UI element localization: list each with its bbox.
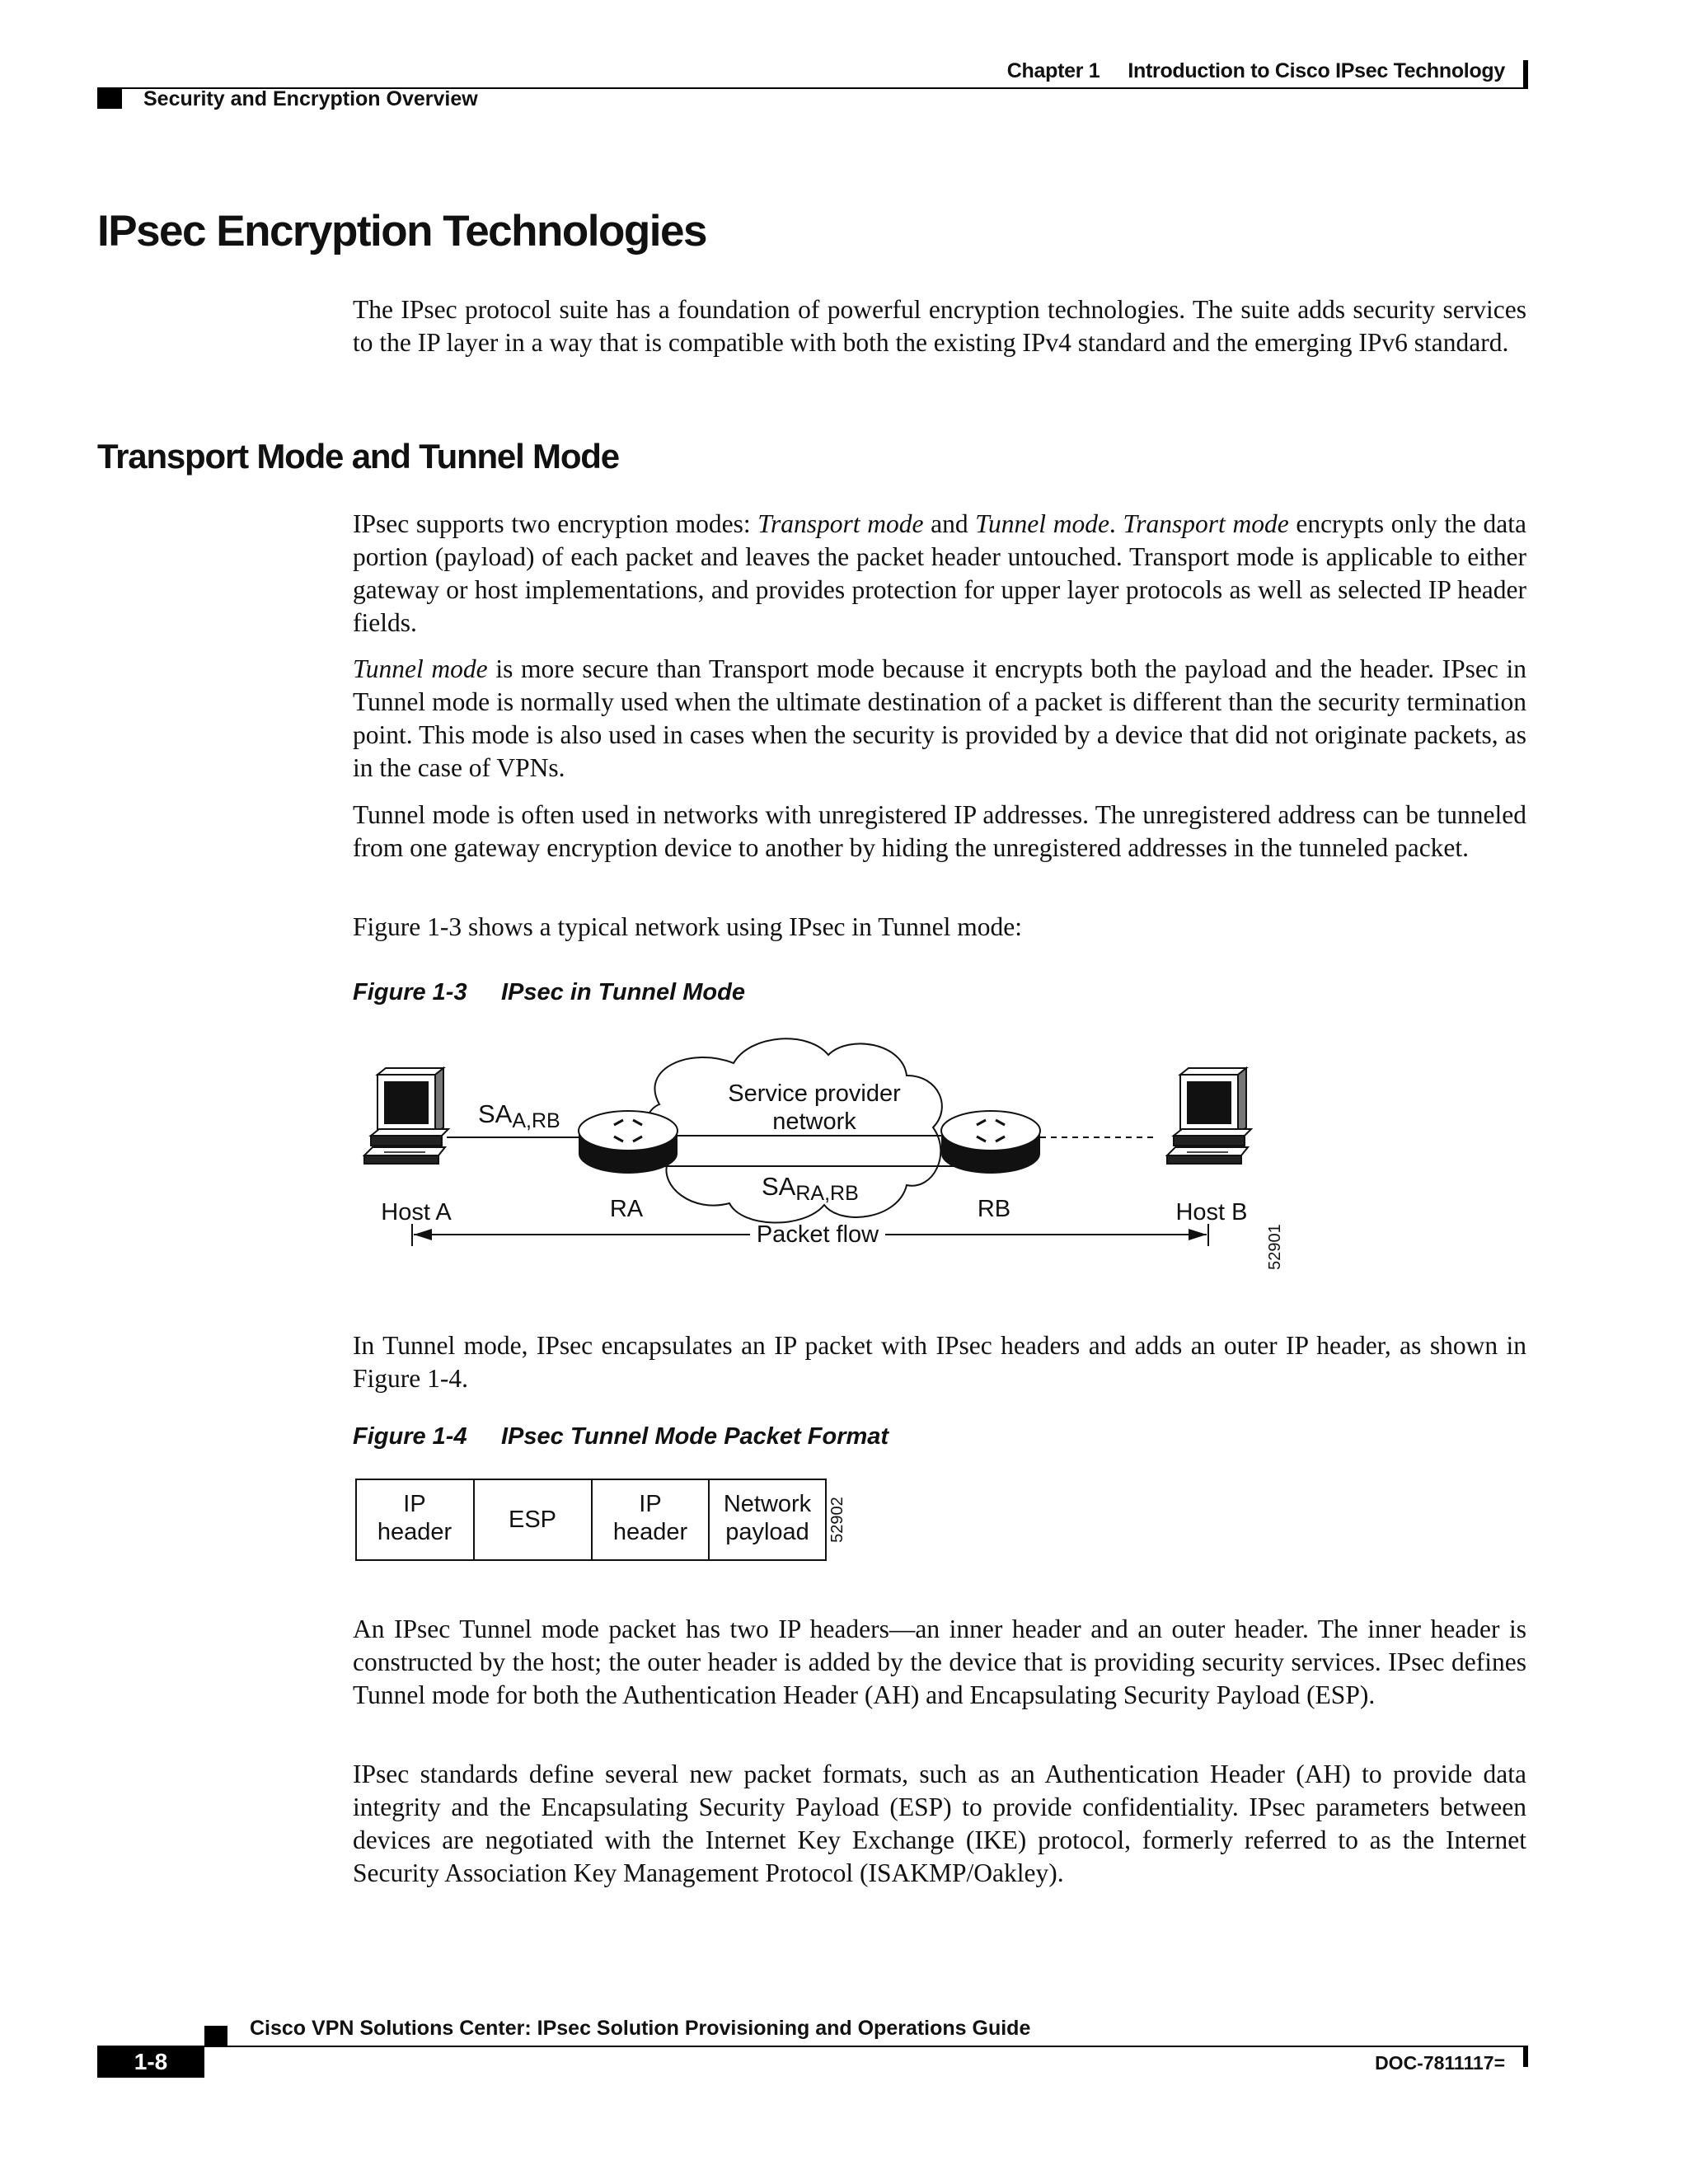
cell-network-payload-line1: Network [723, 1491, 812, 1517]
router-rb-label: RB [977, 1196, 1011, 1222]
packet-format-diagram [354, 1475, 849, 1566]
header-square-marker [97, 89, 122, 109]
cloud-label-line1: Service provider [728, 1080, 901, 1107]
host-a-label: Host A [381, 1199, 452, 1226]
host-a-computer-icon [364, 1068, 448, 1164]
cell-network-payload-line2: payload [725, 1519, 809, 1545]
router-ra-label: RA [609, 1196, 644, 1222]
footer-square-marker [204, 2026, 227, 2046]
footer-bar [1523, 2046, 1528, 2067]
cell-ip-header-outer-line2: header [377, 1519, 452, 1545]
router-ra-icon [579, 1111, 678, 1174]
running-header-section: Security and Encryption Overview [143, 87, 478, 110]
packet-flow-arrowhead-left [414, 1229, 432, 1240]
running-header-chapter [1007, 59, 1505, 83]
figure-4-id: 52902 [828, 1497, 846, 1543]
paragraph-unregistered-addresses: Tunnel mode is often used in networks with unregistered IP addresses. The unregistered address can be tunneled from one gateway encryption device to another by hiding the unregistered addresses in the tunneled packet. [353, 800, 1526, 862]
cloud-label-line2: network [772, 1108, 856, 1135]
paragraph-encryption-modes: IPsec supports two encryption modes: Transport mode and Tunnel mode. Transport mode encrypts only the data portion (payload) of each packet and leaves the packet header untouched. Transport mode is applicable to either gateway or host implementations, and provides protection for upper layer protocols as well as selected IP header fields. [353, 509, 1526, 637]
sa-host-label: SAA,RB [478, 1099, 560, 1132]
paragraph-encapsulation: In Tunnel mode, IPsec encapsulates an IP packet with IPsec headers and adds an outer IP header, as shown in Figure 1-4. [353, 1331, 1526, 1393]
figure-1-3-caption: Figure 1-3 IPsec in Tunnel Mode [353, 979, 745, 1005]
figure-1-4-caption: Figure 1-4 IPsec Tunnel Mode Packet Format [353, 1423, 889, 1450]
doc-id: DOC-7811117= [1375, 2052, 1505, 2074]
paragraph-tunnel-mode: Tunnel mode is more secure than Transport mode because it encrypts both the payload and the header. IPsec in Tunnel mode is normally used when the ultimate destination of a packet is different than the security termination point. This mode is also used in cases when the security is provided by a device that did not originate packets, as in the case of VPNs. [353, 654, 1527, 782]
host-b-computer-icon [1167, 1068, 1251, 1164]
header-bar [1523, 60, 1528, 88]
host-b-label: Host B [1175, 1199, 1248, 1226]
paragraph-figure-intro: Figure 1-3 shows a typical network using IPsec in Tunnel mode: [353, 912, 1022, 941]
paragraph-packet-formats: IPsec standards define several new packet formats, such as an Authentication Header (AH) to provide data integrity and the Encapsulating Security Payload (ESP) to provide confidentiality. IPsec parameters between devices are negotiated with the Internet Key Exchange (IKE) protocol, formerly referred to as the Internet Security Association Key Management Protocol (ISAKMP/Oakley). [353, 1760, 1526, 1887]
page-title: IPsec Encryption Technologies [97, 207, 706, 255]
chapter-title: Introduction to Cisco IPsec Technology [1128, 59, 1505, 82]
cell-esp: ESP [508, 1507, 557, 1533]
tunnel-mode-diagram [346, 1030, 1294, 1277]
cell-ip-header-inner-line2: header [612, 1519, 688, 1545]
packet-flow-arrowhead-right [1189, 1229, 1207, 1240]
cell-ip-header-outer-line1: IP [403, 1491, 426, 1517]
chapter-label: Chapter 1 [1006, 59, 1100, 82]
paragraph-two-headers: An IPsec Tunnel mode packet has two IP headers—an inner header and an outer header. The inner header is constructed by the host; the outer header is added by the device that is providing security services. IPsec defines Tunnel mode for both the Authentication Header (AH) and Encapsulating Security Payload (ESP). [353, 1615, 1526, 1709]
section-heading: Transport Mode and Tunnel Mode [97, 437, 619, 476]
footer-book-title: Cisco VPN Solutions Center: IPsec Solution Provisioning and Operations Guide [250, 2017, 1031, 2040]
footer-rule [97, 2046, 1528, 2047]
cell-ip-header-inner-line1: IP [639, 1491, 662, 1517]
intro-paragraph: The IPsec protocol suite has a foundation of powerful encryption technologies. The suite adds security services to the IP layer in a way that is compatible with both the existing IPv4 standard and the emerging IPv6 standard. [353, 295, 1526, 357]
packet-flow-label: Packet flow [756, 1221, 879, 1248]
page-number: 1-8 [97, 2046, 204, 2078]
figure-3-id: 52901 [1266, 1224, 1284, 1270]
sa-routers-label: SARA,RB [762, 1172, 859, 1205]
router-rb-icon [941, 1111, 1040, 1174]
